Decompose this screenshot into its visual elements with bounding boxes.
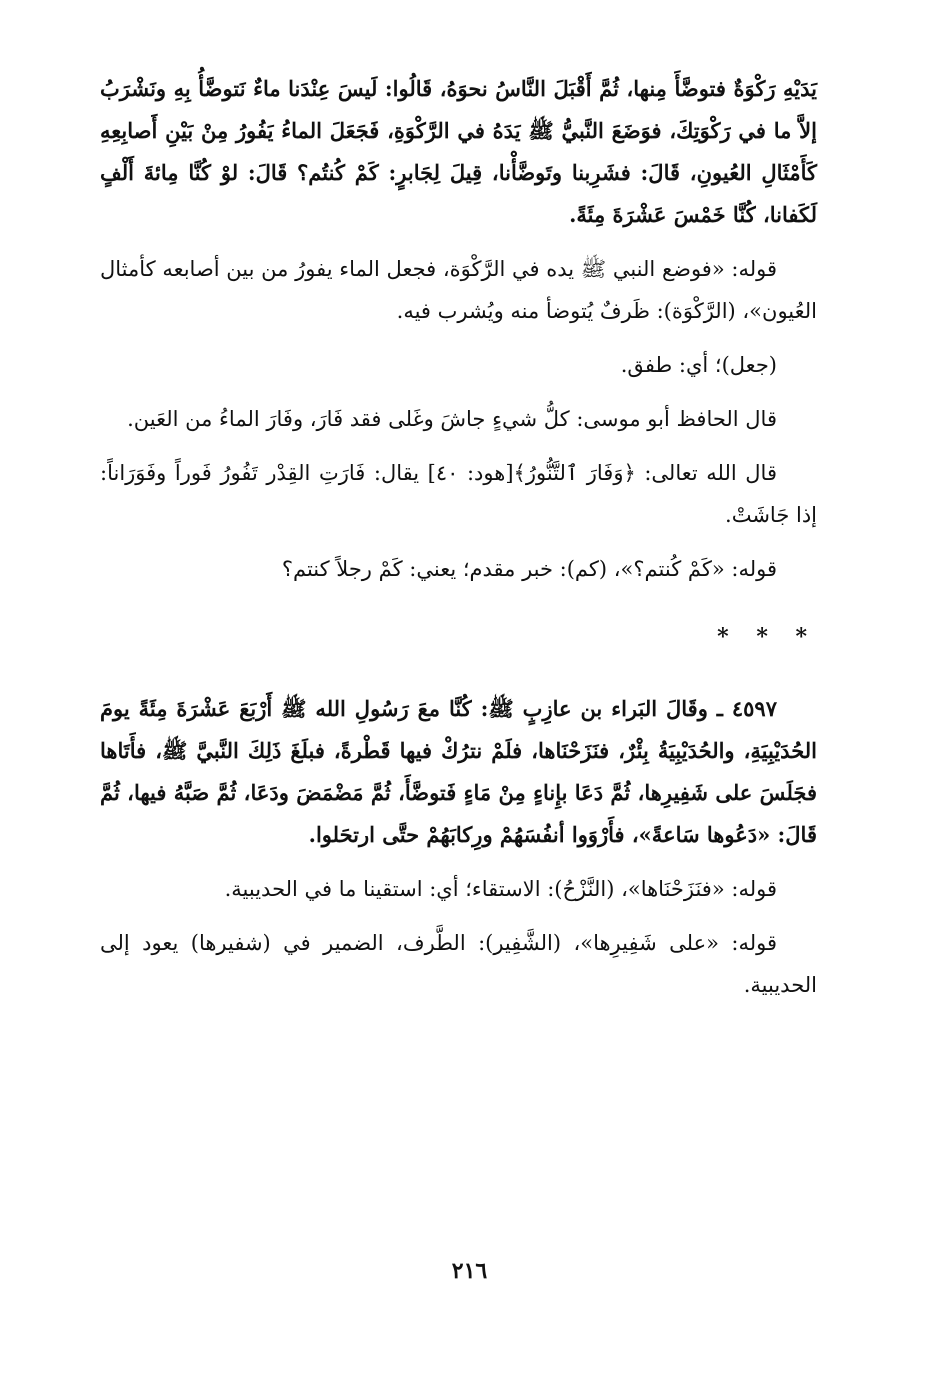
commentary-paragraph: (جعل)؛ أي: طفق. (620, 353, 777, 377)
commentary-paragraph: قال الحافظ أبو موسى: كلُّ شيءٍ جاشَ وغَلى فقد فَارَ، وفَارَ الماءُ من العَين. (127, 407, 777, 431)
commentary-paragraph: قوله: «فنَزَحْنَاها»، (النَّزْحُ): الاستقاء؛ أي: استقينا ما في الحديبية. (224, 877, 777, 901)
commentary-paragraph: قوله: «فوضع النبي ﷺ يده في الرَّكْوَة، فجعل الماء يفورُ من بين أصابعه كأمثال العُيون»، (الرَّكْوَة): ظَرفٌ يُتوضأ منه ويُشرب فيه. (100, 257, 817, 323)
hadith-continuation: يَدَيْهِ رَكْوَةٌ فتوضَّأَ مِنها، ثُمَّ أَقْبَلَ النَّاسُ نحوَهُ، قَالُوا: لَيسَ عِنْدَنا ماءٌ نَتوضَّأُ بِهِ ونَشْرَبُ إلاَّ ما في رَكْوَتِكَ، فوَضَعَ النَّبيُّ ﷺ يَدَهُ في الرَّكْوَةِ، فَجَعَلَ الماءُ يَفُورُ مِنْ بَيْنِ أَصابِعِهِ كَأَمْثَالِ العُيونِ، قَالَ: فشَرِبنا وتَوضَّأْنا، قِيلَ لِجَابرٍ: كَمْ كُنتُم؟ قَالَ: لوْ كُنَّا مِائةَ أَلْفٍ لَكَفانا، كُنَّا خَمْسَ عَشْرَةَ مِئَةً. (100, 76, 817, 227)
commentary-paragraph: قوله: «كَمْ كُنتم؟»، (كم): خبر مقدم؛ يعني: كَمْ رجلاً كنتم؟ (281, 557, 777, 581)
commentary-paragraph: قال الله تعالى: ﴿وَفَارَ ٱلتَّنُّورُ﴾[هود: ٤٠] يقال: فَارَتِ القِدْر تَفُورُ فَوراً وفَوَرَاناً: إذا جَاشَتْ. (100, 461, 817, 527)
commentary-paragraph: قوله: «على شَفِيرِها»، (الشَّفِير): الطَّرف، الضمير في (شفيرها) يعود إلى الحديبية. (100, 931, 817, 997)
section-separator: * * * (717, 624, 817, 650)
page-number: ٢١٦ (451, 1258, 488, 1284)
page-body (100, 68, 817, 1006)
hadith-4597: ٤٥٩٧ ـ وقَالَ البَراء بن عازِبٍ ﷺ: كُنَّا معَ رَسُولِ الله ﷺ أَرْبَعَ عَشْرَةَ مِئَةً يومَ الحُدَيْبِيَةِ، والحُدَيْبِيَةُ بِئْرٌ، فنَزَحْنَاها، فلَمْ نترُكْ فيها قَطْرةً، فبلَغَ ذَلِكَ النَّبيَّ ﷺ، فأَتَاها فجَلَسَ على شَفِيرِها، ثُمَّ دَعَا بإِناءٍ مِنْ مَاءٍ فَتوضَّأَ، ثُمَّ مَضْمَضَ ودَعَا، ثُمَّ صَبَّهُ فيها، ثُمَّ قَالَ: «دَعُوها سَاعةً»، فأَرْوَوا أنفُسَهُمْ ورِكابَهُمْ حتَّى ارتحَلوا. (100, 696, 817, 847)
